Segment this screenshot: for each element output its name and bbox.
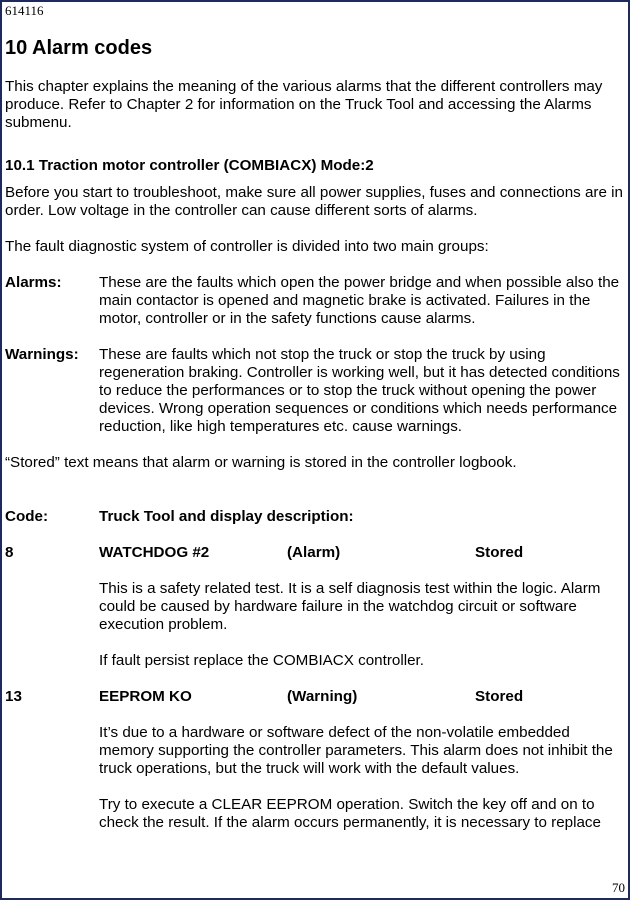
definition-term-warnings: Warnings: xyxy=(5,346,79,363)
code-description: This is a safety related test. It is a self diagnosis test within the logic. Alarm could be caused by hardware failure in the watchdog circuit or software execution problem. xyxy=(99,580,601,633)
code-description: It’s due to a hardware or software defect of the non-volatile embedded memory supporting the controller parameters. This alarm does not inhibit the truck operations, but the truck will work with the default values. xyxy=(99,724,613,777)
definition-text-alarms: These are the faults which open the power bridge and when possible also the main contactor is opened and magnetic brake is activated. Failures in the motor, controller or in the safety functions cause alarms. xyxy=(99,274,620,327)
table-header-code: Code: xyxy=(5,508,49,525)
code-stored: Stored xyxy=(475,688,524,705)
page-number: 70 xyxy=(612,880,625,895)
intro-paragraph: This chapter explains the meaning of the various alarms that the different controllers may produce. Refer to Chapter 2 for information on the Truck Tool and accessing the Alarms submenu. xyxy=(5,78,603,131)
code-number: 13 xyxy=(5,688,22,705)
code-stored: Stored xyxy=(475,544,524,561)
code-type: (Alarm) xyxy=(287,544,341,561)
code-type: (Warning) xyxy=(287,688,358,705)
table-header-description: Truck Tool and display description: xyxy=(99,508,354,525)
code-action: If fault persist replace the COMBIACX controller. xyxy=(99,652,424,669)
troubleshoot-paragraph: Before you start to troubleshoot, make sure all power supplies, fuses and connections are in order. Low voltage in the controller can cause different sorts of alarms. xyxy=(5,184,623,219)
definition-text-warnings: These are faults which not stop the truck or stop the truck by using regeneration braking. Controller is working well, but it has detected conditions to reduce the performances or to stop the truck without opening the power devices. Wrong operation sequences or conditions which needs performance reduction, like high temperatures etc. cause warnings. xyxy=(99,346,620,435)
groups-paragraph: The fault diagnostic system of controller is divided into two main groups: xyxy=(5,238,489,255)
definition-term-alarms: Alarms: xyxy=(5,274,62,291)
section-title: 10.1 Traction motor controller (COMBIACX) Mode:2 xyxy=(5,157,374,174)
chapter-title: 10 Alarm codes xyxy=(5,37,153,59)
code-action: Try to execute a CLEAR EEPROM operation. Switch the key off and on to check the result. If the alarm occurs permanently, it is necessary to replace xyxy=(99,796,601,831)
stored-note: “Stored” text means that alarm or warning is stored in the controller logbook. xyxy=(5,454,517,471)
document-id: 614116 xyxy=(5,3,44,18)
code-name: EEPROM KO xyxy=(99,688,192,705)
code-number: 8 xyxy=(5,544,14,561)
code-name: WATCHDOG #2 xyxy=(99,544,210,561)
